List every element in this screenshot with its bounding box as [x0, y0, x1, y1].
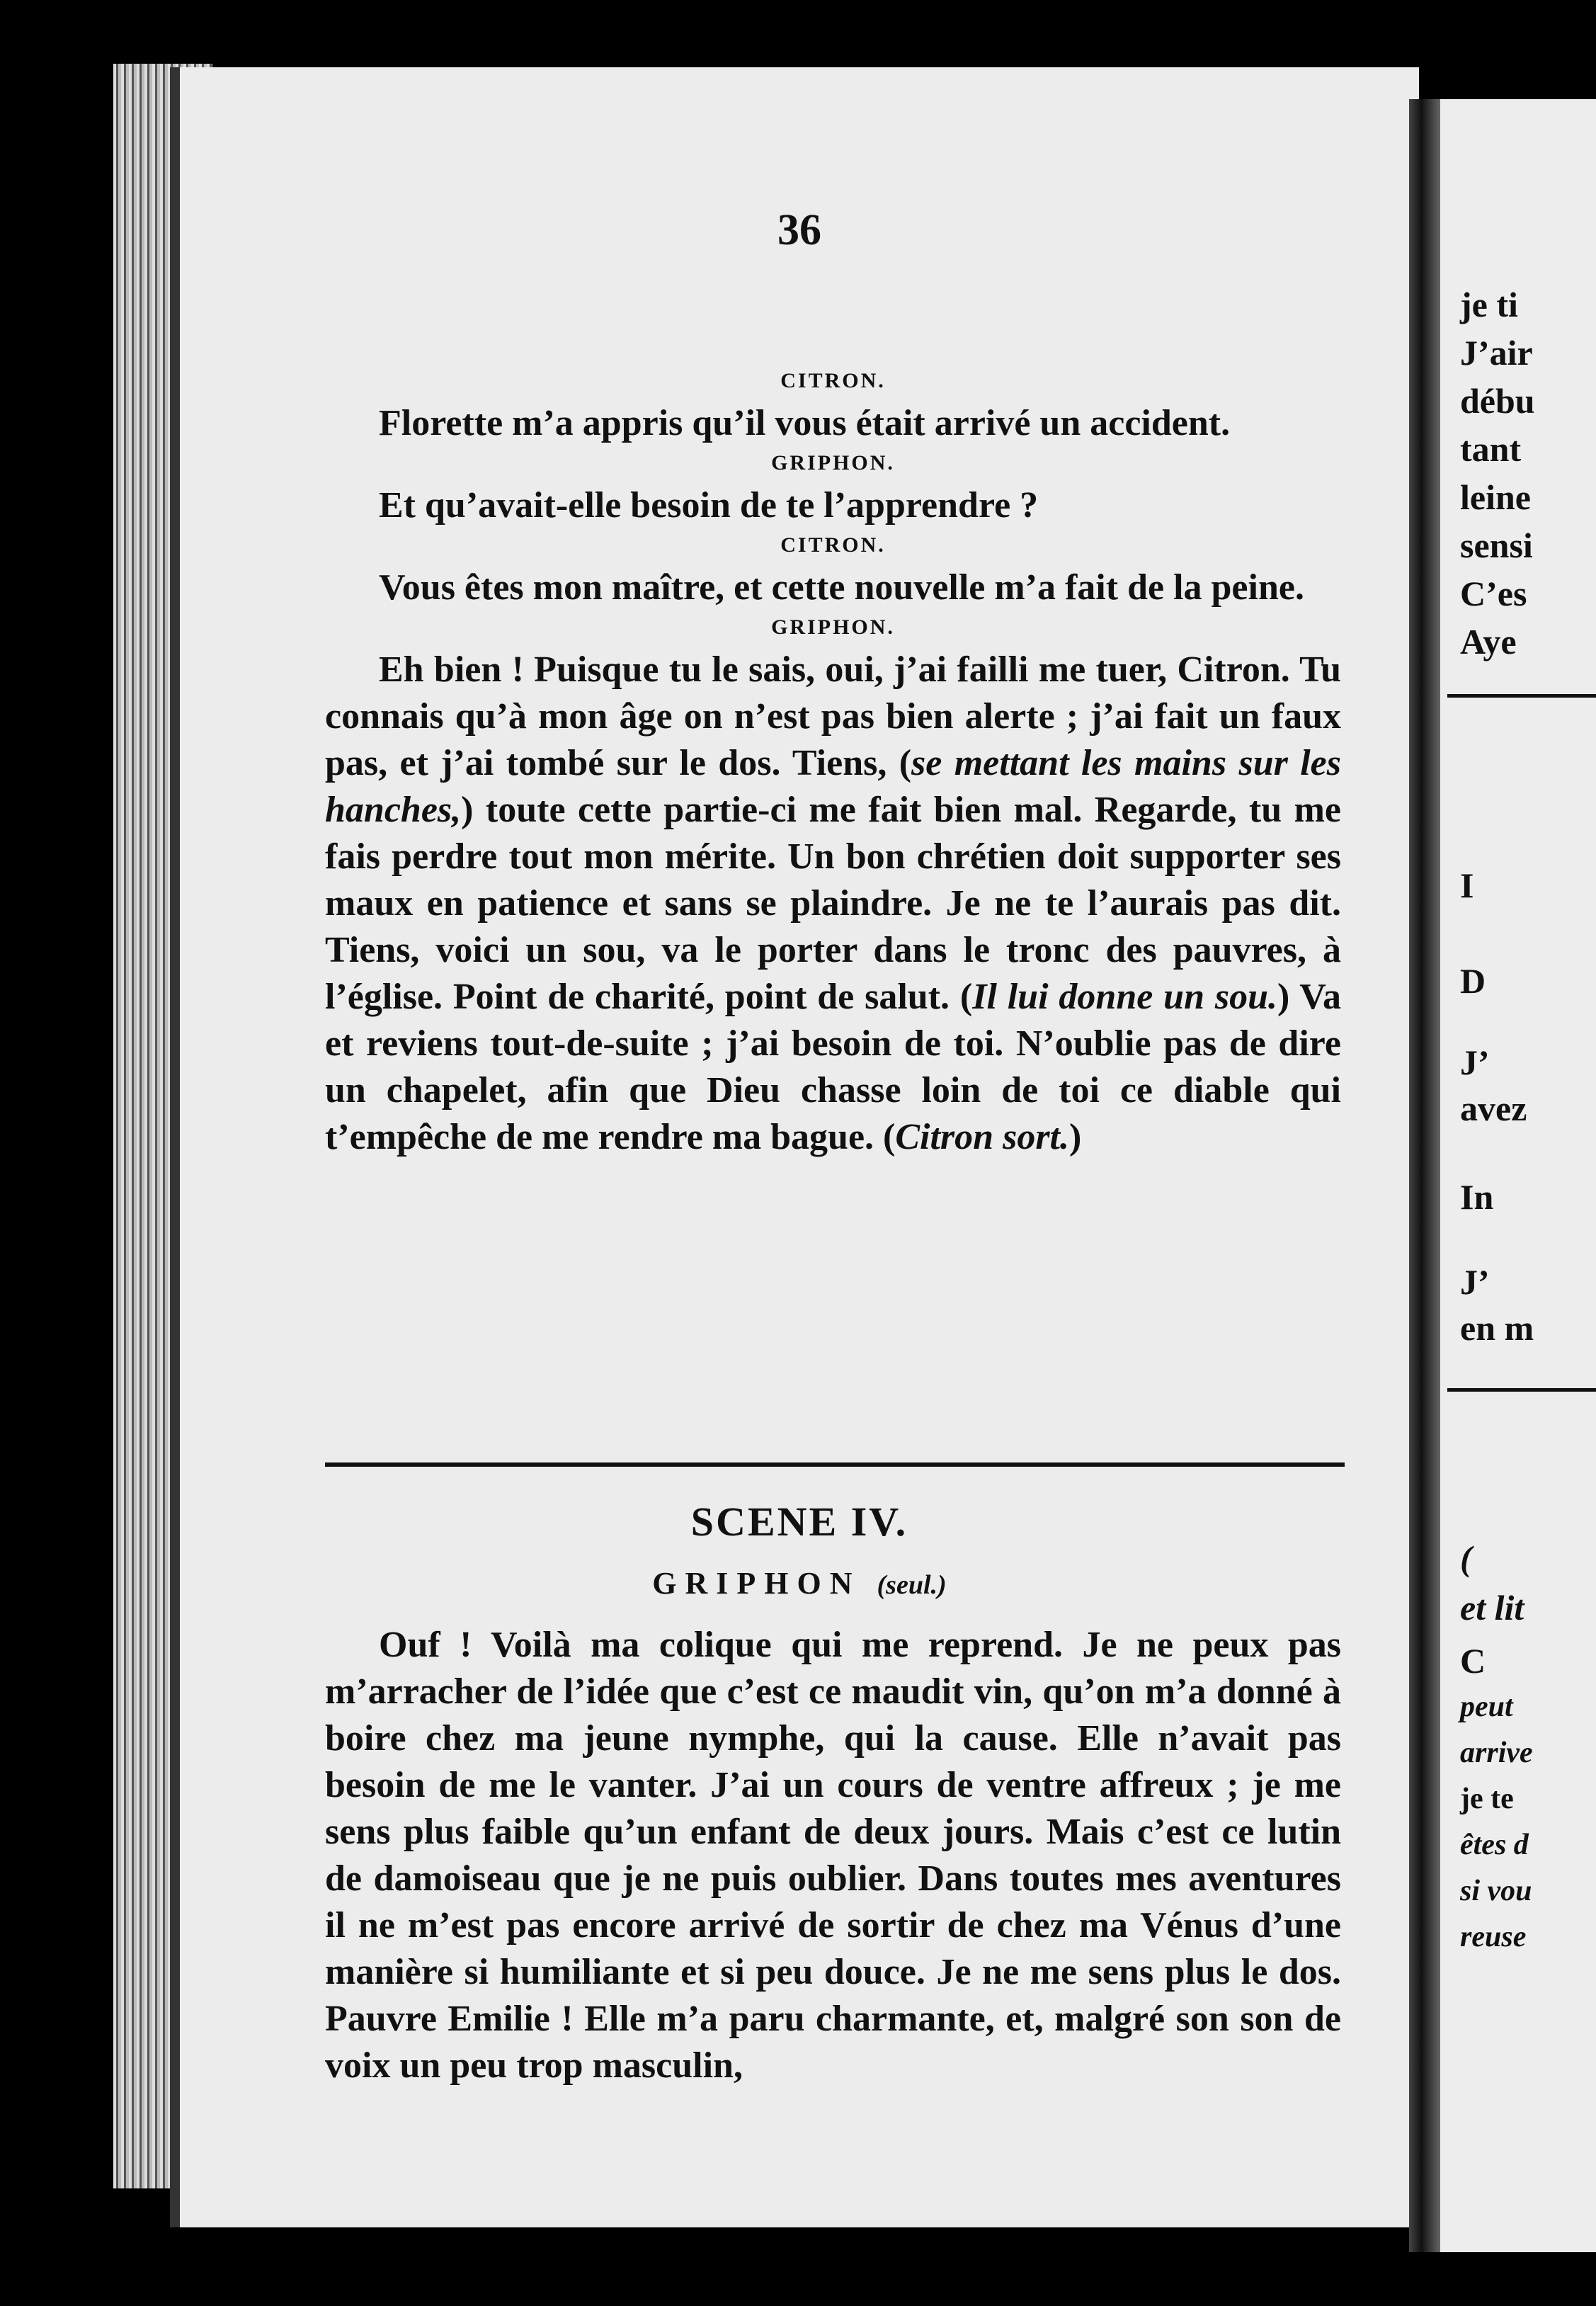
fragment-line: Aye: [1460, 622, 1517, 661]
monologue: Ouf ! Voilà ma colique qui me reprend. Je ne peux pas m’arracher de l’idée que c’est ce maudit vin, qu’on m’a donné à boire chez ma jeune nymphe, qui la cause. Elle n’avait pas besoin de me le vanter. J’ai un cours de ventre affreux ; je me sens plus faible qu’un enfant de deux jours. Mais c’est ce lutin de damoiseau que je ne puis oublier. Dans toutes mes aventures il ne m’est pas encore arrivé de sortir de chez ma Vénus d’une manière si humiliante et si peu douce. Je ne me sens plus le dos. Pauvre Emilie ! Elle m’a paru charmante, et, malgré son son de voix un peu trop masculin,: [325, 1625, 1341, 2086]
stage-direction: se mettant les mains sur les hanches,: [325, 743, 1341, 830]
fragment-line: J’: [1460, 1043, 1490, 1082]
fragment-line: débu: [1460, 381, 1535, 421]
dialogue-text: ): [1069, 1117, 1082, 1157]
fragment-line: je ti: [1460, 285, 1518, 324]
fragment-rule: [1447, 694, 1596, 698]
dialogue-text: ) toute cette partie-ci me fait bien mal. Regarde, tu me fais perdre tout mon mérite. Un bon chrétien doit supporter ses maux en patience et sans se plaindre. Je ne te l’aurais pas dit. Tiens, voici un sou, va le porter dans le tronc des pauvres, à l’église. Point de charité, point de salut. (: [325, 790, 1341, 1017]
fragment-line: (: [1460, 1538, 1472, 1578]
fragment-line: si vou: [1460, 1875, 1532, 1907]
fragment-line: leine: [1460, 477, 1531, 517]
dialogue-text: ) Va et reviens tout-de-suite ; j’ai besoin de toi. N’oublie pas de dire un chapelet, afin que Dieu chasse loin de toi ce diable qui t’empêche de me rendre ma bague. (: [325, 977, 1342, 1157]
fragment-line: peut: [1460, 1691, 1513, 1723]
fragment-rule: [1447, 1388, 1596, 1392]
stage-direction: Il lui donne un sou.: [972, 977, 1278, 1017]
character-note: (seul.): [877, 1570, 947, 1600]
dialogue-line: Vous êtes mon maître, et cette nouvelle m’a fait de la peine.: [379, 567, 1304, 608]
dialogue-block: [325, 365, 1341, 1161]
fragment-line: D: [1460, 961, 1486, 1001]
speaker-label: CITRON.: [780, 533, 886, 557]
fragment-line: J’air: [1460, 333, 1533, 373]
fragment-line: J’: [1460, 1262, 1490, 1302]
stage-direction: Citron sort.: [895, 1117, 1069, 1157]
right-page-fragment: [1440, 99, 1596, 2252]
fragment-line: avez: [1460, 1089, 1527, 1128]
dialogue-line: Et qu’avait-elle besoin de te l’apprendre ?: [379, 485, 1039, 526]
fragment-line: C’es: [1460, 574, 1527, 613]
fragment-line: et lit: [1460, 1588, 1524, 1628]
speaker-label: GRIPHON.: [771, 615, 895, 639]
scene-character: [180, 1565, 1419, 1601]
fragment-line: I: [1460, 865, 1474, 905]
scene-divider: [325, 1462, 1345, 1467]
fragment-line: arrive: [1460, 1737, 1533, 1769]
book-gutter: [1409, 99, 1440, 2252]
fragment-line: tant: [1460, 429, 1522, 469]
page-number: 36: [777, 206, 821, 254]
dialogue-line: [325, 647, 1341, 1161]
speaker-label: GRIPHON.: [771, 451, 895, 475]
fragment-line: C: [1460, 1641, 1486, 1681]
dialogue-line: Florette m’a appris qu’il vous était arrivé un accident.: [379, 403, 1231, 443]
left-page: [170, 67, 1419, 2227]
fragment-line: In: [1460, 1177, 1494, 1217]
fragment-line: en m: [1460, 1308, 1534, 1348]
fragment-line: je te: [1460, 1783, 1514, 1815]
dialogue-text: Eh bien ! Puisque tu le sais, oui, j’ai failli me tuer, Citron. Tu connais qu’à mon âge on n’est pas bien alerte ; j’ai fait un faux pas, et j’ai tombé sur le dos. Tiens, (: [325, 649, 1341, 783]
fragment-line: reuse: [1460, 1921, 1527, 1953]
fragment-line: sensi: [1460, 526, 1533, 565]
scene-title: SCENE IV.: [690, 1499, 908, 1545]
character-name: GRIPHON: [652, 1566, 861, 1601]
scene-body: [325, 1622, 1341, 2089]
speaker-label: CITRON.: [780, 369, 886, 392]
fragment-line: êtes d: [1460, 1829, 1529, 1861]
